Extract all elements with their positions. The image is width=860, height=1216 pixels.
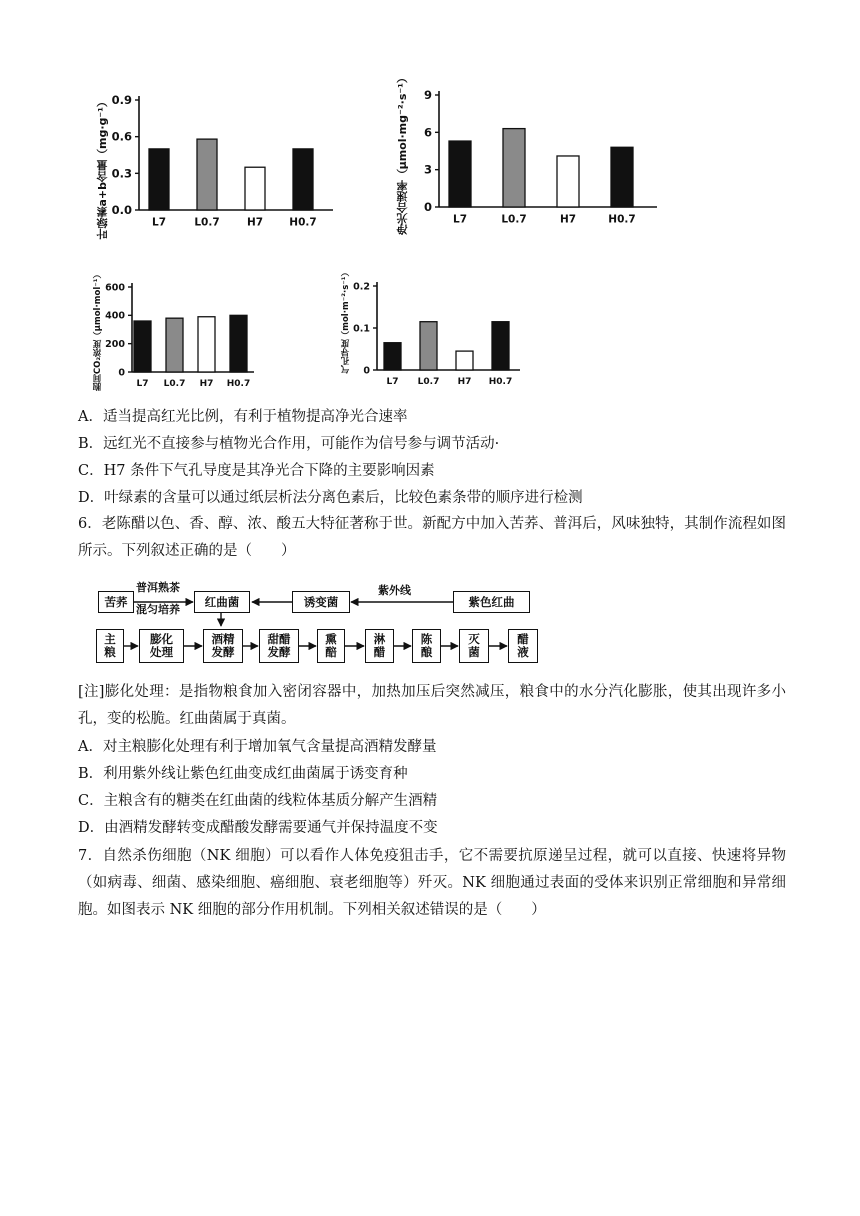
x-category-label: H7 — [199, 379, 214, 389]
flow-label-mix-culture: 混匀培养 — [136, 603, 180, 616]
chlorophyll-chart — [95, 82, 317, 240]
chlorophyll-ylabel: 叶绿素a+b含量（mg·g⁻¹） — [96, 96, 109, 240]
y-tick-label: 0.9 — [111, 93, 132, 108]
photosynthesis-ylabel: 净光合速率（μmol·mg⁻²·s⁻¹） — [396, 72, 409, 236]
x-category-label: L0.7 — [417, 377, 440, 387]
flow-box-mutant: 诱变菌 — [292, 591, 350, 613]
q5-option-d: D．叶绿素的含量可以通过纸层析法分离色素后，比较色素条带的顺序进行检测 — [78, 490, 583, 506]
x-category-label: L7 — [136, 379, 149, 389]
flow-box-leaching: 淋醋 — [365, 629, 394, 663]
bar-H0.7 — [230, 315, 247, 372]
photosynthesis-bar-chart — [395, 70, 636, 235]
y-tick-label: 0 — [363, 365, 370, 377]
q6-option-b: B．利用紫外线让紫色红曲变成红曲菌属于诱变育种 — [78, 766, 408, 782]
x-category-label: H0.7 — [608, 213, 636, 226]
x-category-label: H7 — [457, 377, 472, 387]
bar-H7 — [557, 156, 579, 207]
bar-H7 — [456, 351, 473, 370]
conductance-bar-chart — [340, 266, 530, 392]
y-tick-label: 400 — [105, 310, 125, 322]
flow-box-staple-grain: 主粮 — [96, 629, 124, 663]
x-category-label: L7 — [453, 213, 467, 226]
vinegar-flow-diagram — [96, 582, 542, 668]
flow-box-vinegar: 醋液 — [508, 629, 538, 663]
q6-note: [注]膨化处理：是指物粮食加入密闭容器中，加热加压后突然减压，粮食中的水分汽化膨胀，使其出现许多小孔，变的松脆。红曲菌属于真菌。 — [78, 684, 786, 727]
bar-L7 — [149, 149, 169, 210]
co2-ylabel: 胞间CO₂浓度（μmol·mol⁻¹） — [93, 270, 103, 392]
x-category-label: H0.7 — [289, 216, 317, 229]
y-tick-label: 0.0 — [111, 203, 132, 218]
flow-box-red-koji: 红曲菌 — [194, 591, 250, 613]
y-tick-label: 600 — [105, 282, 125, 294]
flow-box-sterilization: 灭菌 — [459, 629, 489, 663]
x-category-label: H7 — [246, 216, 264, 229]
y-tick-label: 9 — [423, 88, 432, 103]
y-tick-label: 0 — [423, 200, 432, 215]
q5-option-b: B．远红光不直接参与植物光合作用，可能作为信号参与调节活动· — [78, 436, 500, 452]
bar-L7 — [384, 343, 401, 370]
y-tick-label: 0.3 — [111, 166, 132, 181]
y-tick-label: 0.6 — [111, 129, 132, 144]
y-tick-label: 3 — [423, 162, 432, 177]
bar-L0.7 — [166, 318, 183, 372]
flow-box-alcohol-fermentation: 酒精发酵 — [203, 629, 243, 663]
bar-L0.7 — [503, 129, 525, 207]
bar-H7 — [198, 317, 215, 372]
flow-box-purple-koji: 紫色红曲 — [453, 591, 530, 613]
q6-option-c: C．主粮含有的糖类在红曲菌的线粒体基质分解产生酒精 — [78, 793, 438, 809]
bar-H0.7 — [492, 322, 509, 370]
x-category-label: L0.7 — [501, 213, 527, 226]
flow-box-sweet-vinegar-fermentation: 甜醋发酵 — [259, 629, 299, 663]
conductance-ylabel: 气孔导度（mol·m⁻²·s⁻¹） — [341, 268, 351, 374]
bar-H0.7 — [293, 149, 313, 210]
bar-L7 — [134, 321, 151, 372]
x-category-label: L0.7 — [163, 379, 186, 389]
x-category-label: L7 — [386, 377, 399, 387]
q6-option-a: A．对主粮膨化处理有利于增加氧气含量提高酒精发酵量 — [78, 739, 437, 755]
x-category-label: H0.7 — [488, 377, 513, 387]
bar-H7 — [245, 167, 265, 210]
y-tick-label: 0.1 — [353, 323, 370, 335]
x-category-label: L0.7 — [194, 216, 220, 229]
photosynthesis-chart — [395, 70, 636, 236]
bar-L0.7 — [420, 322, 437, 370]
q5-option-a: A．适当提高红光比例，有利于植物提高净光合速率 — [78, 409, 408, 425]
y-tick-label: 0 — [118, 367, 125, 379]
q6-stem: 6．老陈醋以色、香、醇、浓、酸五大特征著称于世。新配方中加入苦荞、普洱后，风味独特，其制作流程如图所示。下列叙述正确的是（ ） — [78, 516, 786, 559]
flow-box-puffing: 膨化处理 — [139, 629, 184, 663]
bar-L7 — [449, 141, 471, 207]
x-category-label: H7 — [559, 213, 577, 226]
co2-bar-chart — [92, 266, 272, 392]
q6-option-d: D．由酒精发酵转变成醋酸发酵需要通气并保持温度不变 — [78, 820, 438, 836]
y-tick-label: 6 — [423, 125, 432, 140]
conductance-chart — [340, 266, 530, 392]
bar-H0.7 — [611, 147, 633, 207]
x-category-label: L7 — [152, 216, 166, 229]
flow-label-puer: 普洱熟茶 — [136, 581, 180, 594]
q5-option-c: C．H7 条件下气孔导度是其净光合下降的主要影响因素 — [78, 463, 435, 479]
flow-label-uv: 紫外线 — [378, 584, 411, 597]
y-tick-label: 200 — [105, 338, 125, 350]
flow-box-tartary-buckwheat: 苦荞 — [98, 591, 134, 613]
flow-box-aging: 陈酿 — [412, 629, 441, 663]
bar-L0.7 — [197, 139, 217, 210]
co2-chart — [92, 266, 272, 392]
x-category-label: H0.7 — [226, 379, 251, 389]
q7-stem: 7．自然杀伤细胞（NK 细胞）可以看作人体免疫狙击手，它不需要抗原递呈过程，就可以直接、快速将异物（如病毒、细菌、感染细胞、癌细胞、衰老细胞等）歼灭。NK 细胞通过表面的受体来识别正常细胞和异常细胞。如图表示 NK 细胞的部分作用机制。下列相关叙述错误的是（ ） — [78, 848, 786, 918]
chlorophyll-bar-chart — [95, 82, 317, 232]
flow-box-smoking: 熏醅 — [317, 629, 345, 663]
y-tick-label: 0.2 — [353, 281, 370, 293]
